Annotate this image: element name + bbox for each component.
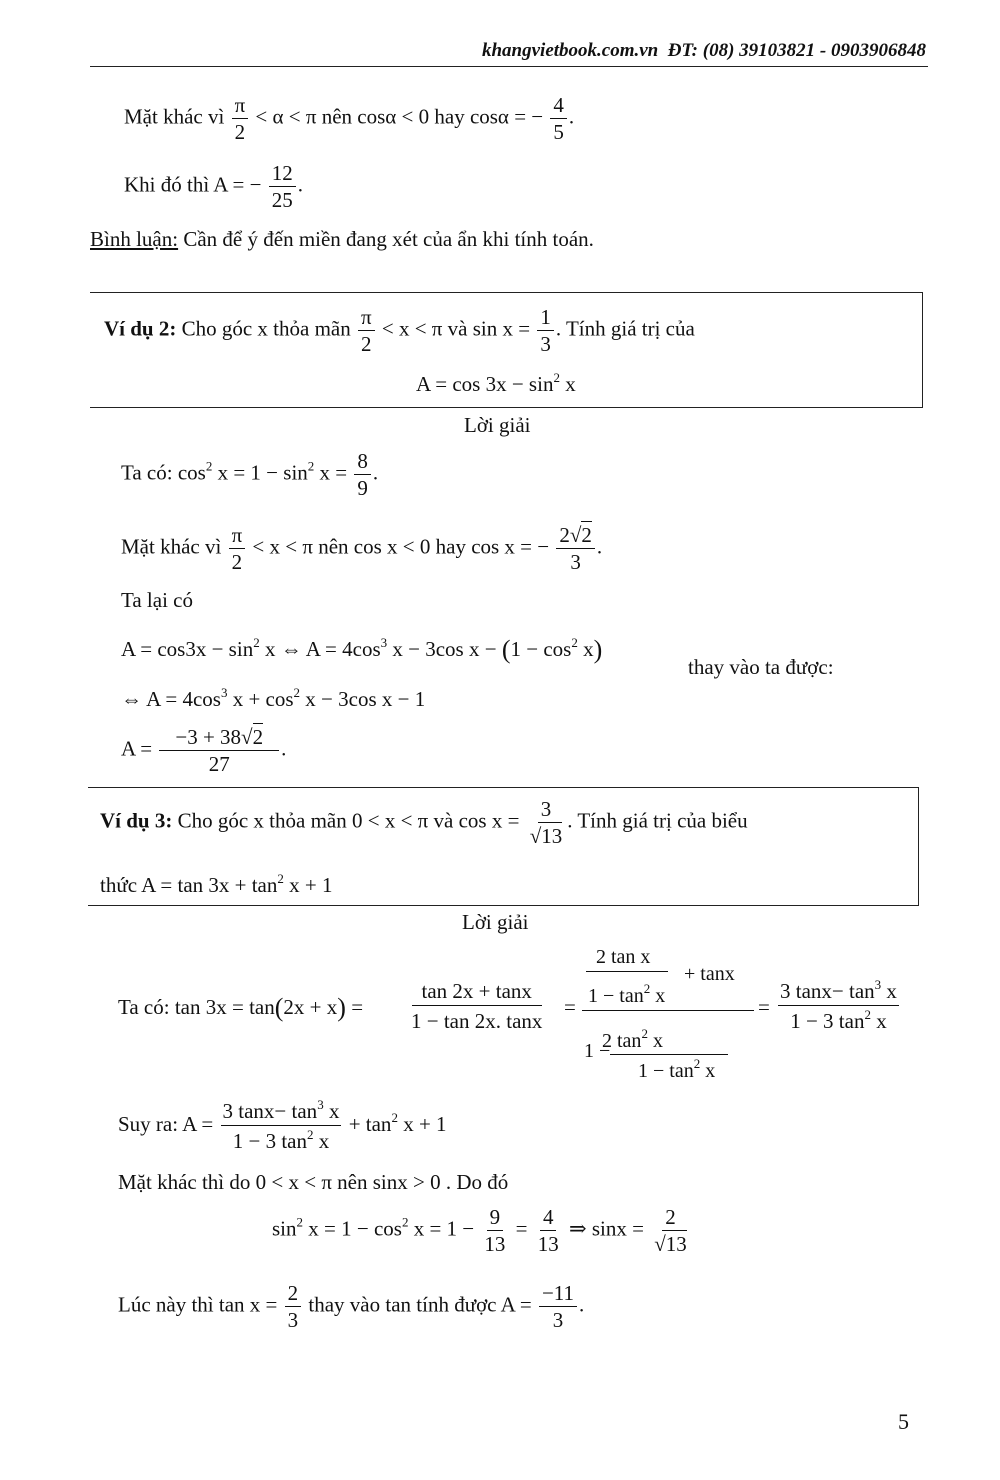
example-3-step-3: Mặt khác thì do 0 < x < π nên sinx > 0 . Do đó	[118, 1170, 509, 1194]
header-phone: ĐT: (08) 39103821 - 0903906848	[667, 40, 926, 61]
example-3-line-1: Ví dụ 3: Cho góc x thỏa mãn 0 < x < π và cos x = $\frac{3}{√13}$ . Tính giá trị của biểu	[100, 797, 748, 849]
header-site: khangvietbook.com.vn	[481, 40, 659, 61]
example-2-step-4: $A = \cos 3x - \sin^2 x$ ⇔ $A = 4\cos^3$ x − 3cos $x - (1 - \cos^2 x)$	[121, 635, 603, 664]
page-number: 5	[898, 1409, 909, 1434]
frac-4-5: $\frac{4}{5}$	[550, 94, 567, 143]
example-3-step-1: Ta có: tan 3x = tan(2x + x) =	[118, 993, 364, 1022]
example-3-line-2: thức $A = \tan 3x + \tan^2 x + 1$	[100, 871, 333, 897]
eq-sign-1: =	[564, 995, 576, 1019]
example-3-label: Ví dụ 3:	[100, 808, 173, 833]
eq-sign-2: =	[758, 995, 770, 1019]
top-line-1: Mặt khác vì $\frac{\pi}{2}$ < α < π nên cosα < 0 hay cosα = − $\frac{4}{5}$ .	[124, 93, 575, 145]
continued-fraction: 2 tan x $1 - \tan^2 x$ + tanx 2 $\tan^2 x$ 1 − $1 - \tan^2 x$	[582, 946, 754, 1082]
top-line-2: Khi đó thì A = − $\frac{12}{25}$ .	[124, 161, 303, 213]
header-rule	[90, 66, 928, 67]
binh-luan-text: Cần để ý đến miền đang xét của ẩn khi tính toán.	[178, 227, 594, 251]
example-2-label: Ví dụ 2:	[104, 316, 177, 341]
frac-tan3x-result: $\frac{3 \tan x- \tan^3 x}{1 - 3 \tan^2 x}$	[780, 977, 897, 1034]
example-2-line-1: Ví dụ 2: Cho góc x thỏa mãn $\frac{\pi}{2}$ < x < π và sin x = $\frac{1}{3}$ . Tính giá trị của	[104, 305, 695, 357]
example-2-step-1: Ta có: $\cos^2 x = 1 - \sin^2 x$ = $\frac{8}{9}$ .	[121, 449, 379, 501]
example-2-step-4-tail: thay vào ta được:	[688, 655, 834, 679]
example-2-step-3: Ta lại có	[121, 588, 193, 612]
example-2-step-2: Mặt khác vì $\frac{\pi}{2}$ < x < π nên cos x < 0 hay cos x = − $\frac{2√2}{3}$ .	[121, 523, 603, 575]
frac-pi-2: $\frac{\pi}{2}$	[232, 94, 249, 143]
frac-tan2x: $\frac{\tan 2x + \tan x}{1 - \tan 2x. \tan x}$	[411, 979, 543, 1034]
page-header	[482, 40, 926, 62]
example-3-step-4: $\sin^2 x = 1 - \cos^2 x = 1$ − $\frac{9}{13}$ = $\frac{4}{13}$ ⇒ sinx = $\frac{2}{√13}$	[272, 1205, 687, 1257]
binh-luan	[90, 229, 594, 250]
example-3-step-5: Lúc này thì tan x = $\frac{2}{3}$ thay vào tan tính được A = $\frac{-11}{3}$ .	[118, 1281, 585, 1333]
example-3-solution-title: Lời giải	[462, 910, 529, 934]
example-2-result: A = $\frac{-3 + 38√2}{27}$ .	[121, 725, 287, 777]
binh-luan-label: Bình luận:	[90, 227, 179, 251]
frac-12-25: $\frac{12}{25}$	[269, 162, 296, 211]
example-2-step-5: ⇔ $A = 4\cos^3$ $x + \cos^2 x - 3\cos$ x − 1	[121, 685, 426, 711]
example-3-step-2: Suy ra: A = $\frac{3 \tan x- \tan^3 x}{1 - 3 \tan^2 x}$ + $\tan^2 x + 1$	[118, 1097, 447, 1154]
example-2-solution-title: Lời giải	[464, 413, 531, 437]
example-2-formula: $A = \cos 3x - \sin^2 x$	[416, 370, 576, 396]
